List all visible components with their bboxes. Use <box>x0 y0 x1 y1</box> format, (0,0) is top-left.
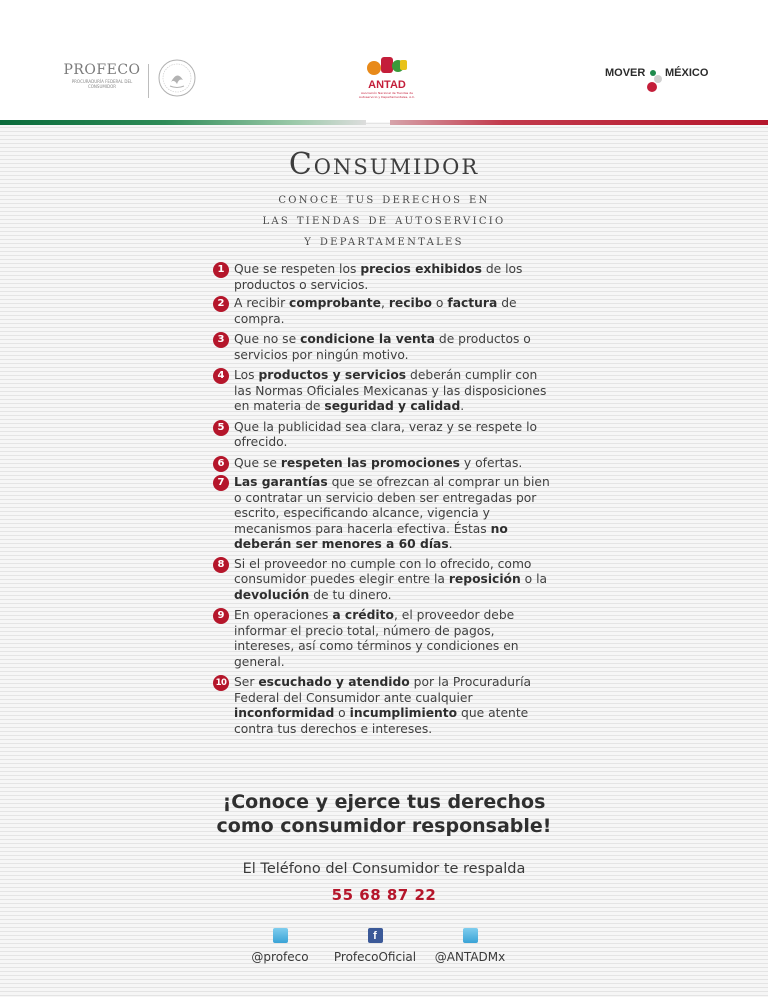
facebook-icon: f <box>368 928 383 943</box>
right-text: , el proveedor debe informar el precio total, número de pagos, intereses, así como términos y condiciones en general. <box>234 608 519 669</box>
right-emphasis: productos y servicios <box>258 368 407 382</box>
twitter-icon <box>463 928 478 943</box>
right-emphasis: respeten las promociones <box>280 455 461 470</box>
right-item <box>213 296 553 327</box>
right-emphasis: reposición <box>448 572 521 586</box>
right-item <box>213 557 553 604</box>
social-twitter-antad[interactable] <box>415 928 525 965</box>
right-text: Que se respeten los <box>234 262 361 276</box>
antad-logo <box>358 54 416 99</box>
page-subtitle <box>0 189 768 252</box>
right-text: Que se <box>234 455 281 470</box>
right-emphasis: no deberán ser menores a 60 días <box>234 521 508 551</box>
twitter-icon <box>273 928 288 943</box>
right-emphasis: recibo <box>388 296 432 310</box>
right-number-badge: 1 <box>213 262 229 278</box>
right-number-badge: 2 <box>213 296 229 312</box>
profeco-wordmark: PROFECO <box>63 62 141 78</box>
phone-label: El Teléfono del Consumidor te respalda <box>242 861 526 877</box>
rights-list <box>213 262 553 737</box>
profeco-subtitle: PROCURADURÍA FEDERAL DEL CONSUMIDOR <box>71 79 133 89</box>
right-text: Que la publicidad sea clara, veraz y se respete lo ofrecido. <box>234 419 538 449</box>
right-number-badge: 8 <box>213 557 229 573</box>
right-text: En operaciones <box>234 608 333 622</box>
right-text: , <box>381 296 389 310</box>
right-item <box>213 420 553 451</box>
right-number-badge: 10 <box>213 675 229 691</box>
social-handle[interactable]: ProfecoOficial <box>333 950 417 964</box>
right-emphasis: comprobante <box>289 296 381 310</box>
social-facebook-profeco[interactable] <box>320 928 430 965</box>
right-text: que atente contra tus derechos e intereses. <box>234 706 529 736</box>
right-item <box>213 675 553 737</box>
right-emphasis: Las garantías <box>234 475 328 489</box>
right-emphasis: factura <box>447 296 498 310</box>
right-item <box>213 368 553 415</box>
right-number-badge: 6 <box>213 456 229 472</box>
right-text: A recibir <box>234 296 290 310</box>
page-title: Consumidor <box>288 147 480 182</box>
antad-subtitle: Asociación Nacional de Tiendas de Autoservicio y Departamentales, A.C. <box>358 91 416 99</box>
right-text: Que no se <box>234 332 301 346</box>
right-item <box>213 332 553 363</box>
right-text: o <box>334 706 350 720</box>
mexico-coat-of-arms-seal-icon <box>157 58 197 98</box>
right-text: por la Procuraduría Federal del Consumidor ante cualquier <box>234 675 532 705</box>
cta-line: como consumidor responsable! <box>216 815 552 837</box>
logo-divider <box>148 64 149 98</box>
right-text: de los productos o servicios. <box>234 262 523 292</box>
right-text: . <box>460 399 465 413</box>
right-text: de productos o servicios por ningún motivo. <box>234 332 531 362</box>
right-emphasis: condicione la venta <box>300 332 435 346</box>
right-text: de compra. <box>234 296 517 326</box>
right-number-badge: 9 <box>213 608 229 624</box>
right-text: Si el proveedor no cumple con lo ofrecido, como consumidor puedes elegir entre la <box>234 556 532 586</box>
mover-dots-icon <box>645 64 667 100</box>
call-to-action <box>0 790 768 838</box>
flag-stripe-red <box>390 120 768 125</box>
right-number-badge: 5 <box>213 420 229 436</box>
right-text: Los <box>234 368 259 382</box>
right-emphasis: precios exhibidos <box>360 262 482 276</box>
right-emphasis: escuchado y atendido <box>258 675 410 689</box>
right-text: Ser <box>234 675 259 689</box>
right-item <box>213 475 553 553</box>
profeco-logo <box>62 62 142 89</box>
right-emphasis: devolución <box>234 587 310 602</box>
social-twitter-profeco[interactable] <box>225 928 335 965</box>
phone-number: 55 68 87 22 <box>331 886 437 904</box>
right-item <box>213 262 553 293</box>
right-item <box>213 456 553 472</box>
right-text: deberán cumplir con las Normas Oficiales Mexicanas y las disposiciones en materia de <box>234 368 547 413</box>
right-item <box>213 608 553 670</box>
right-text: . <box>448 537 453 551</box>
right-emphasis: a crédito <box>332 608 394 622</box>
subtitle-line: y departamentales <box>304 233 464 249</box>
mexico-word: MÉXICO <box>665 67 709 79</box>
antad-wordmark: ANTAD <box>368 79 406 91</box>
social-handle[interactable]: @profeco <box>251 950 309 964</box>
subtitle-line: las tiendas de autoservicio <box>262 212 506 228</box>
right-number-badge: 7 <box>213 475 229 491</box>
subtitle-line: conoce tus derechos en <box>278 191 490 207</box>
right-emphasis: incumplimiento <box>349 706 458 720</box>
right-number-badge: 3 <box>213 332 229 348</box>
antad-mark-icon <box>364 54 410 80</box>
right-text: o la <box>520 572 548 586</box>
right-emphasis: inconformidad <box>234 706 335 720</box>
right-text: y ofertas. <box>460 455 523 470</box>
right-text: o <box>432 296 448 310</box>
right-emphasis: seguridad y calidad <box>324 399 461 413</box>
right-text: que se ofrezcan al comprar un bien o contratar un servicio deben ser entregadas por escrito, especificando alcance, vigencia y mecanismos para hacerla efectiva. Éstas <box>234 475 550 536</box>
cta-line: ¡Conoce y ejerce tus derechos <box>222 791 546 813</box>
right-text: de tu dinero. <box>309 587 392 602</box>
flag-stripe-green <box>0 120 366 125</box>
social-handle[interactable]: @ANTADMx <box>434 950 506 964</box>
mover-a-mexico-logo <box>605 64 715 104</box>
right-number-badge: 4 <box>213 368 229 384</box>
mover-word: MOVER <box>605 67 646 79</box>
